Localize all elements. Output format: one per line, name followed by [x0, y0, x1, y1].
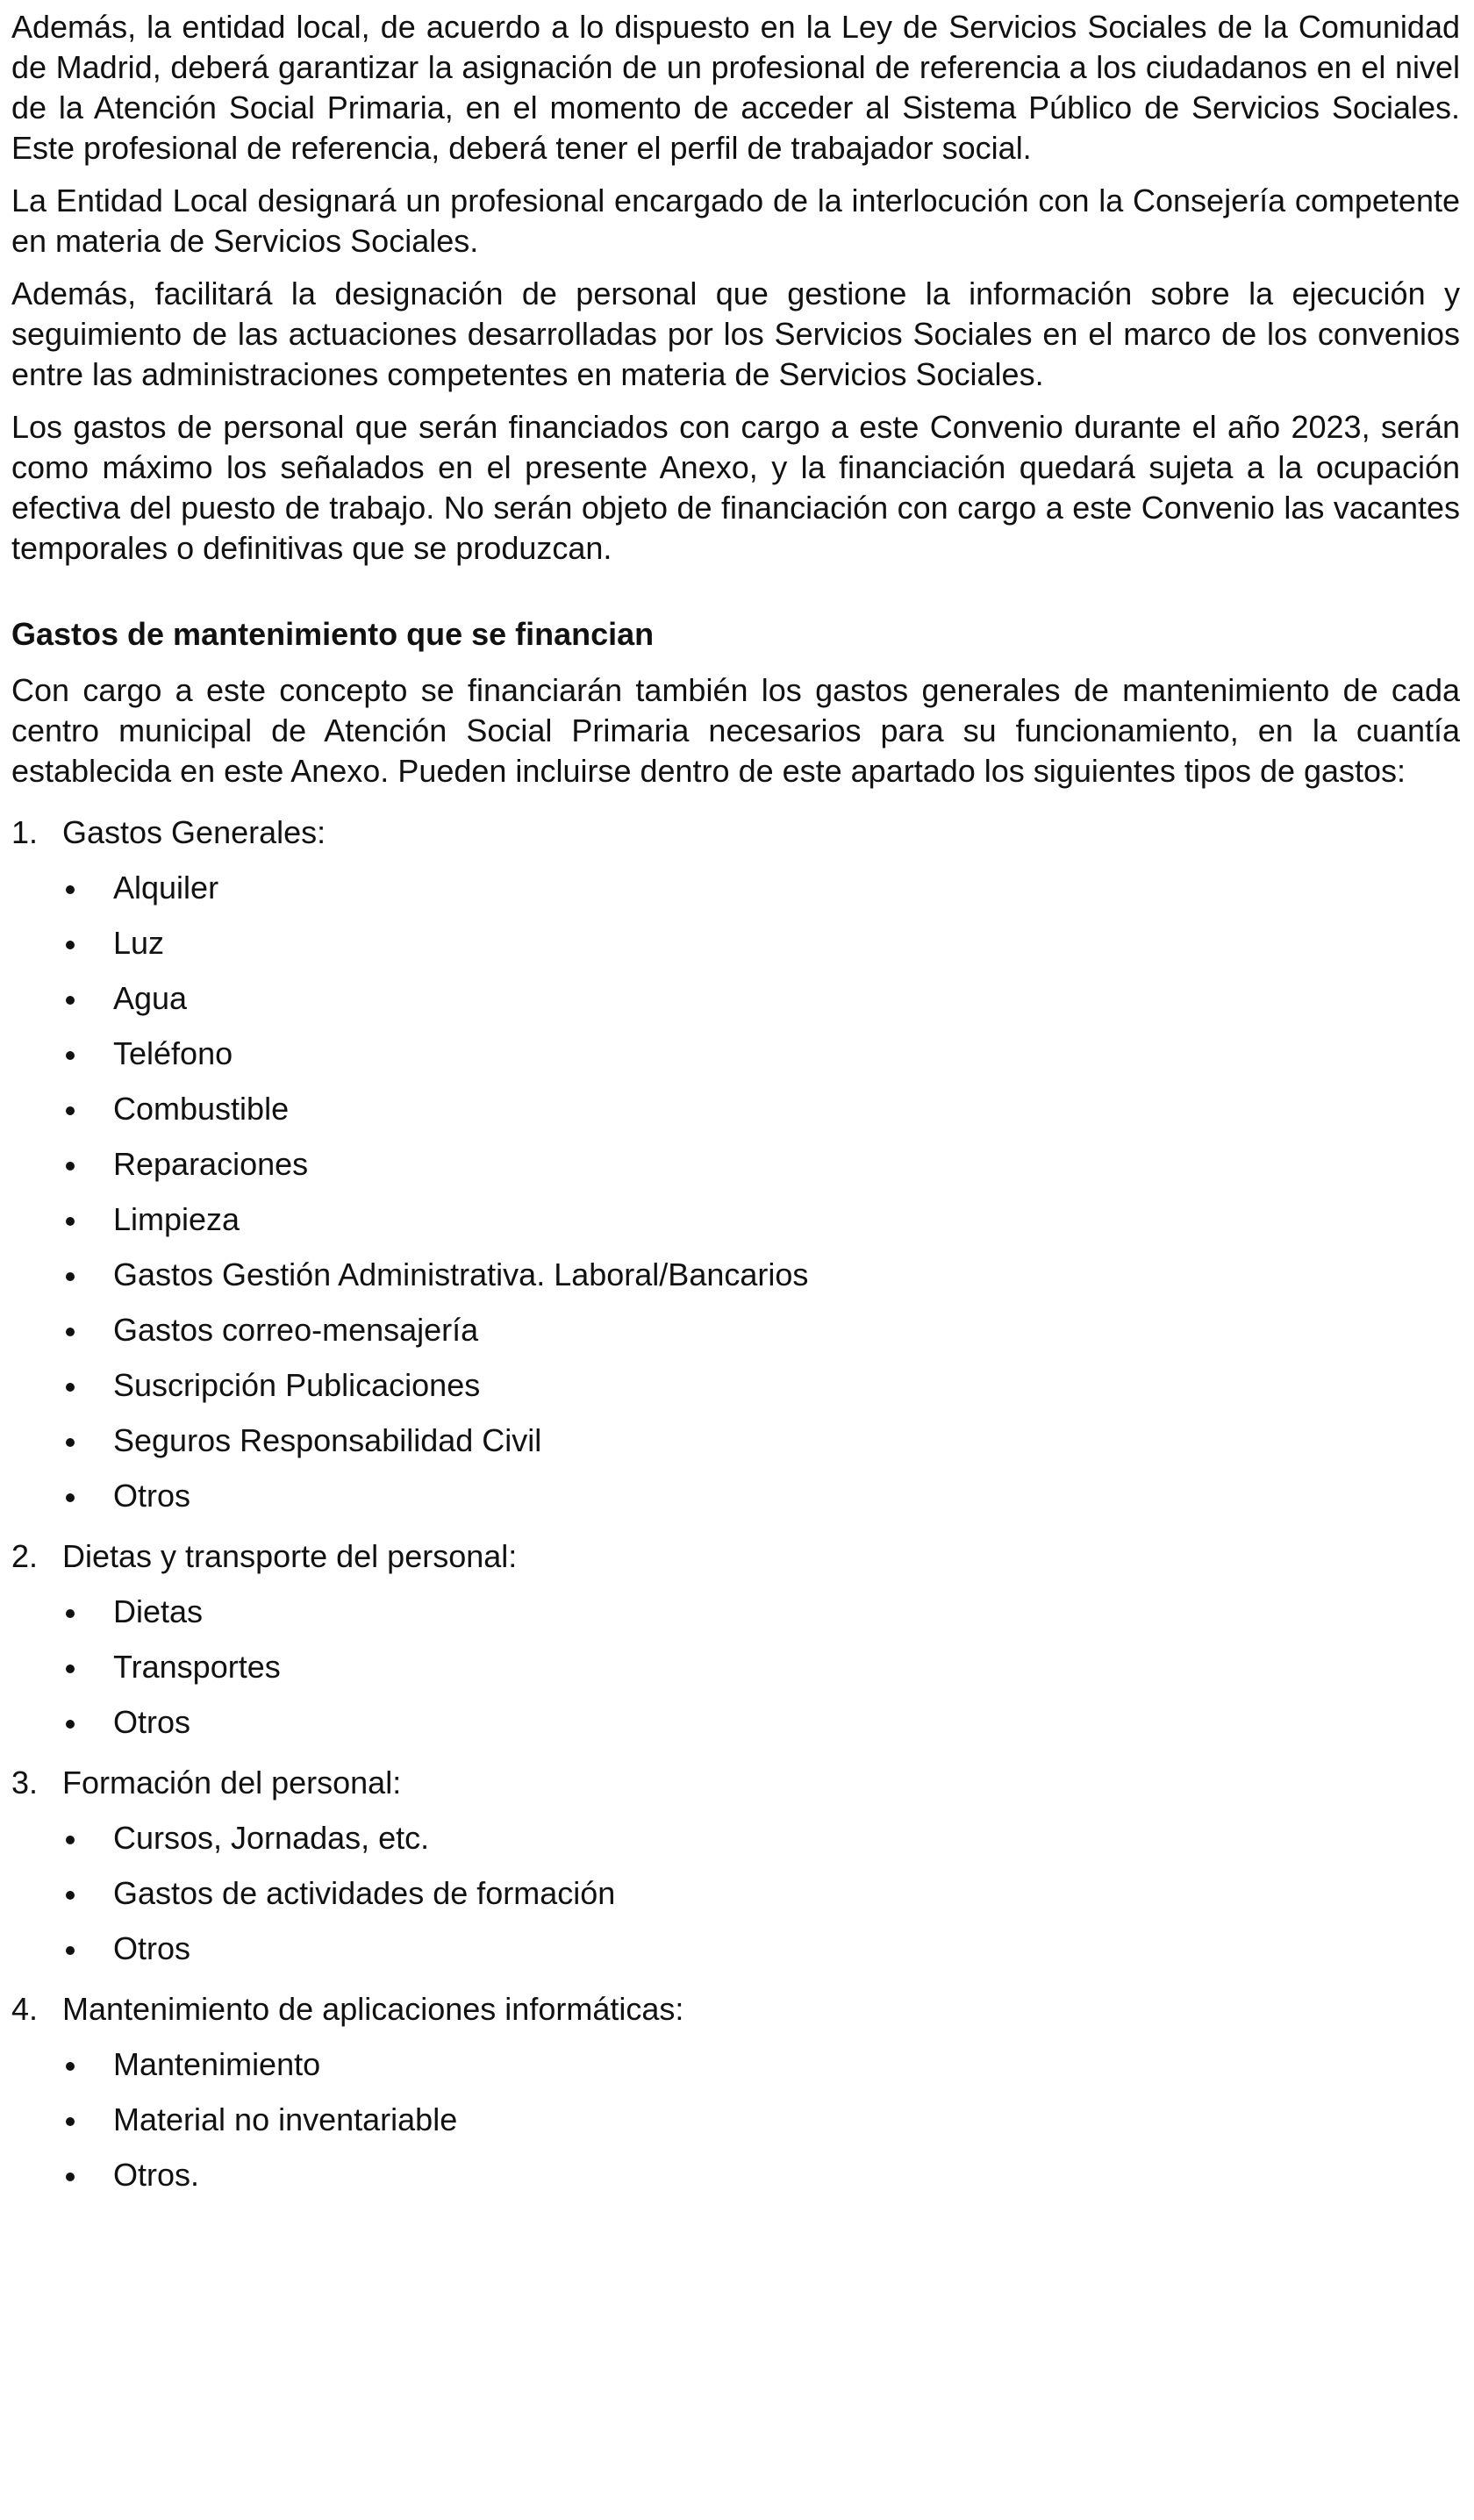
- list-item-text: Alquiler: [113, 870, 219, 906]
- list-item: [11, 1647, 1460, 1687]
- list-item-text: Agua: [113, 980, 188, 1016]
- section-heading: Gastos de mantenimiento que se financian: [11, 616, 655, 652]
- list-item: [11, 2100, 1460, 2140]
- bullet-icon: [11, 1702, 113, 1743]
- category-item-list: [11, 2044, 1460, 2195]
- expense-category-list: [11, 813, 1460, 2195]
- list-item: [11, 2155, 1460, 2195]
- bullet-icon: [11, 1592, 113, 1632]
- bullet-icon: [11, 1929, 113, 1969]
- list-item-text: Teléfono: [113, 1035, 233, 1071]
- category-item-list: [11, 1818, 1460, 1969]
- category-title: Gastos Generales:: [62, 814, 326, 850]
- expense-category: [11, 1989, 1460, 2195]
- category-number: 2.: [11, 1538, 39, 1574]
- list-item: [11, 1873, 1460, 1914]
- category-number: 4.: [11, 1991, 39, 2027]
- list-item: [11, 1365, 1460, 1406]
- paragraph-designacion-personal: Además, facilitará la designación de personal que gestione la información sobre la ejecución y seguimiento de las actuaciones desarrolladas por los Servicios Sociales en el marco de los convenios entre las administraciones competentes en materia de Servicios Sociales.: [11, 276, 1460, 392]
- list-item: [11, 1144, 1460, 1185]
- list-item-text: Gastos de actividades de formación: [113, 1875, 616, 1911]
- category-number: 3.: [11, 1765, 39, 1801]
- paragraph-profesional-referencia: Además, la entidad local, de acuerdo a lo dispuesto en la Ley de Servicios Sociales de la Comunidad de Madrid, deberá garantizar la asignación de un profesional de referencia a los ciudadanos en el nivel de la Atención Social Primaria, en el momento de acceder al Sistema Público de Servicios Sociales. Este profesional de referencia, deberá tener el perfil de trabajador social.: [11, 9, 1460, 166]
- expense-category: [11, 1763, 1460, 1969]
- bullet-icon: [11, 1089, 113, 1129]
- list-item-text: Suscripción Publicaciones: [113, 1367, 481, 1403]
- list-item: [11, 1818, 1460, 1858]
- expense-category: [11, 1536, 1460, 1743]
- list-item-text: Otros: [113, 1478, 191, 1514]
- category-heading: [11, 813, 1460, 853]
- bullet-icon: [11, 1365, 113, 1406]
- list-item: [11, 868, 1460, 908]
- list-item-text: Material no inventariable: [113, 2101, 458, 2137]
- list-item: [11, 1310, 1460, 1350]
- bullet-icon: [11, 1421, 113, 1461]
- bullet-icon: [11, 978, 113, 1019]
- list-item: [11, 1089, 1460, 1129]
- bullet-icon: [11, 1144, 113, 1185]
- category-heading: [11, 1763, 1460, 1803]
- category-title: Mantenimiento de aplicaciones informáticas:: [62, 1991, 684, 2027]
- list-item-text: Mantenimiento: [113, 2046, 321, 2082]
- list-item: [11, 1592, 1460, 1632]
- paragraph-gastos-personal: Los gastos de personal que serán financiados con cargo a este Convenio durante el año 2023, serán como máximo los señalados en el presente Anexo, y la financiación quedará sujeta a la ocupación efectiva del puesto de trabajo. No serán objeto de financiación con cargo a este Convenio las vacantes temporales o definitivas que se produzcan.: [11, 409, 1460, 566]
- bullet-icon: [11, 868, 113, 908]
- bullet-icon: [11, 1255, 113, 1295]
- paragraph-interlocucion: La Entidad Local designará un profesional encargado de la interlocución con la Consejería competente en materia de Servicios Sociales.: [11, 183, 1460, 259]
- list-item-text: Otros: [113, 1704, 191, 1740]
- list-item-text: Transportes: [113, 1649, 281, 1685]
- list-item: [11, 1421, 1460, 1461]
- list-item: [11, 1255, 1460, 1295]
- list-item-text: Otros.: [113, 2157, 200, 2193]
- list-item-text: Otros: [113, 1930, 191, 1966]
- list-item: [11, 1034, 1460, 1074]
- category-title: Formación del personal:: [62, 1765, 402, 1801]
- list-item-text: Reparaciones: [113, 1146, 309, 1182]
- list-item: [11, 1702, 1460, 1743]
- category-title: Dietas y transporte del personal:: [62, 1538, 518, 1574]
- bullet-icon: [11, 1873, 113, 1914]
- list-item: [11, 923, 1460, 963]
- category-item-list: [11, 1592, 1460, 1743]
- list-item: [11, 2044, 1460, 2085]
- bullet-icon: [11, 1199, 113, 1240]
- category-item-list: [11, 868, 1460, 1516]
- section-intro: Con cargo a este concepto se financiarán también los gastos generales de mantenimiento de cada centro municipal de Atención Social Primaria necesarios para su funcionamiento, en la cuantía establecida en este Anexo. Pueden incluirse dentro de este apartado los siguientes tipos de gastos:: [11, 672, 1460, 789]
- list-item: [11, 1199, 1460, 1240]
- document-page: [11, 0, 1460, 2195]
- list-item-text: Gastos correo-mensajería: [113, 1312, 479, 1348]
- list-item-text: Gastos Gestión Administrativa. Laboral/Bancarios: [113, 1256, 809, 1292]
- bullet-icon: [11, 1647, 113, 1687]
- list-item: [11, 1929, 1460, 1969]
- list-item-text: Dietas: [113, 1593, 204, 1629]
- bullet-icon: [11, 923, 113, 963]
- list-item: [11, 1476, 1460, 1516]
- expense-category: [11, 813, 1460, 1516]
- bullet-icon: [11, 2044, 113, 2085]
- bullet-icon: [11, 2100, 113, 2140]
- category-number: 1.: [11, 814, 39, 850]
- list-item-text: Combustible: [113, 1091, 290, 1127]
- category-heading: [11, 1989, 1460, 2030]
- bullet-icon: [11, 1818, 113, 1858]
- list-item-text: Limpieza: [113, 1201, 240, 1237]
- bullet-icon: [11, 2155, 113, 2195]
- list-item: [11, 978, 1460, 1019]
- list-item-text: Seguros Responsabilidad Civil: [113, 1422, 542, 1458]
- list-item-text: Cursos, Jornadas, etc.: [113, 1820, 430, 1856]
- bullet-icon: [11, 1476, 113, 1516]
- bullet-icon: [11, 1034, 113, 1074]
- list-item-text: Luz: [113, 925, 165, 961]
- category-heading: [11, 1536, 1460, 1577]
- bullet-icon: [11, 1310, 113, 1350]
